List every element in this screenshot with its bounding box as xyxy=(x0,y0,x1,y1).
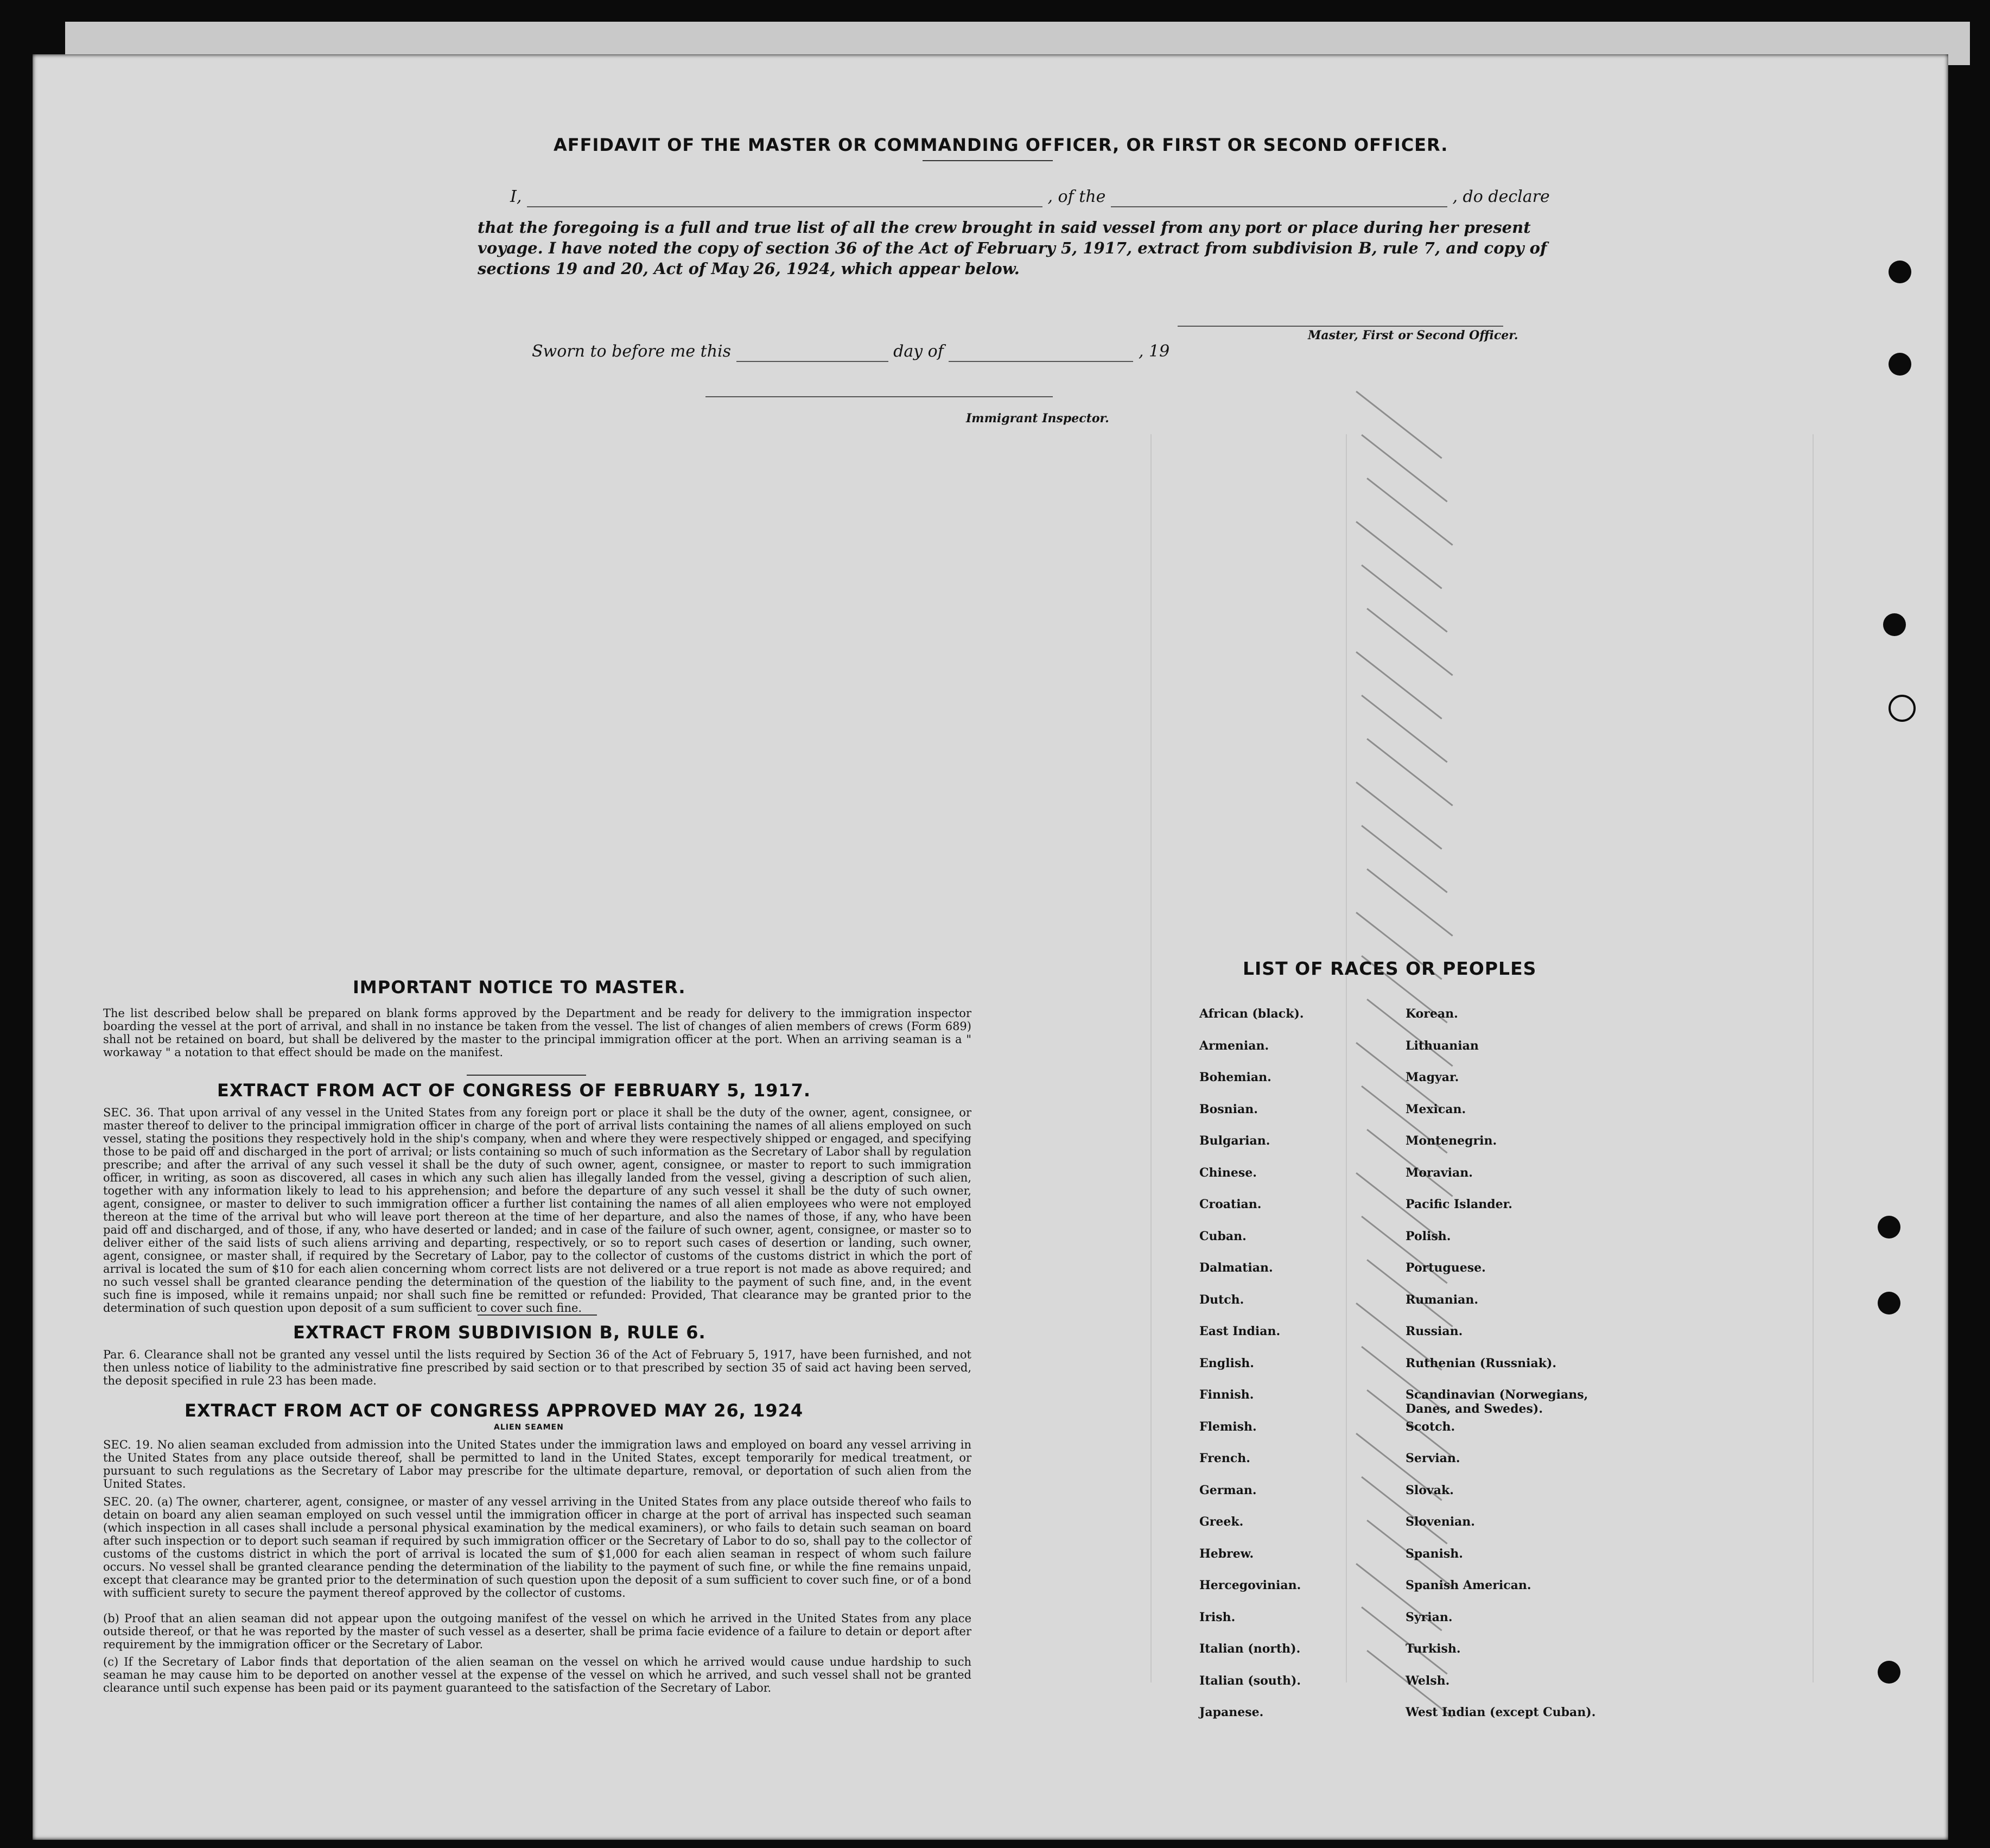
punch-hole xyxy=(1878,1216,1900,1239)
check-stroke xyxy=(1366,478,1453,545)
check-stroke xyxy=(1361,564,1447,632)
race-item: Japanese. xyxy=(1199,1705,1264,1719)
race-item: African (black). xyxy=(1199,1007,1304,1021)
race-item: Italian (south). xyxy=(1199,1673,1301,1688)
race-item: Spanish American. xyxy=(1406,1578,1531,1592)
race-item: Magyar. xyxy=(1406,1070,1459,1084)
check-stroke xyxy=(1366,608,1453,676)
master-signature-line[interactable] xyxy=(1178,326,1503,327)
sworn-line xyxy=(532,342,1292,362)
race-item: West Indian (except Cuban). xyxy=(1406,1705,1596,1719)
vessel-name-field[interactable] xyxy=(1111,187,1447,207)
extract-1917-rule xyxy=(478,1314,597,1316)
race-item: Syrian. xyxy=(1406,1610,1453,1624)
officer-name-field[interactable] xyxy=(527,187,1042,207)
race-item: Dalmatian. xyxy=(1199,1261,1273,1275)
race-item: Cuban. xyxy=(1199,1229,1247,1243)
sec20-text: SEC. 20. (a) The owner, charterer, agent, consignee, or master of any vessel arriving in the United States from any place outside thereof who fails to detain on board any alien seaman employed on such vessel until the immigration officer in charge at the port of arrival has inspected such seaman (which inspection in all cases shall include a personal physical examination by the medical examiners), or who fails to detain such seaman on board after such inspection or to deport such seaman if required by such immigration officer or the Secretary of Labor to do so, shall pay to the collector of customs of the customs district in which the port of arrival is located the sum of $1,000 for each alien seaman in respect of whom such failure occurs. No vessel shall be granted clearance pending the determination of the liability to the payment of such fine, or while the fine remains unpaid, except that clearance may be granted prior to the determination of such question upon the deposit of a sum sufficient to cover such fine, or of a bond with sufficient surety to secure the payment thereof approved by the collector of customs. xyxy=(103,1495,971,1599)
punch-hole xyxy=(1883,613,1906,636)
race-item: Montenegrin. xyxy=(1406,1134,1497,1148)
check-stroke xyxy=(1356,651,1442,719)
race-item: Ruthenian (Russniak). xyxy=(1406,1356,1557,1370)
affidavit-title: AFFIDAVIT OF THE MASTER OR COMMANDING OFFICER, OR FIRST OR SECOND OFFICER. xyxy=(554,135,1448,155)
rule6-title: EXTRACT FROM SUBDIVISION B, RULE 6. xyxy=(293,1322,706,1343)
year-prefix: , 19 xyxy=(1138,342,1170,361)
race-item: English. xyxy=(1199,1356,1254,1370)
sec19-text: SEC. 19. No alien seaman excluded from admission into the United States under the immigration laws and employed on board any vessel arriving in the United States from any place outside thereof, shall be permitted to land in the United States, except temporarily for medical treatment, or pursuant to such regulations as the Secretary of Labor may prescribe for the ultimate departure, removal, or deportation of such alien from the United States. xyxy=(103,1438,971,1490)
extract-1924-title: EXTRACT FROM ACT OF CONGRESS APPROVED MAY 26, 1924 xyxy=(185,1400,804,1421)
declaration-do-declare: , do declare xyxy=(1452,187,1550,206)
race-item: Russian. xyxy=(1406,1324,1463,1338)
affidavit-title-rule xyxy=(923,160,1053,161)
race-item: Bohemian. xyxy=(1199,1070,1271,1084)
check-stroke xyxy=(1361,434,1447,502)
rule6-body: Par. 6. Clearance shall not be granted any vessel until the lists required by Section 36 of the Act of February 5, 1917, have been furnished, and not then unless notice of liability to the administrative fine prescribed by said section or to that prescribed by section 35 of said act having been served, the deposit specified in rule 23 has been made. xyxy=(103,1348,971,1387)
punch-hole xyxy=(1889,261,1911,283)
race-item: Rumanian. xyxy=(1406,1292,1479,1307)
day-of-label: day of xyxy=(893,342,944,361)
race-item: German. xyxy=(1199,1483,1257,1497)
check-stroke xyxy=(1361,695,1447,763)
race-item: Armenian. xyxy=(1199,1038,1269,1053)
inspector-signature-line[interactable] xyxy=(705,396,1053,397)
race-item: East Indian. xyxy=(1199,1324,1281,1338)
race-item: Turkish. xyxy=(1406,1642,1461,1656)
race-item: Scandinavian (Norwegians, Danes, and Swedes). xyxy=(1406,1388,1588,1416)
extract-1917-title: EXTRACT FROM ACT OF CONGRESS OF FEBRUARY 5, 1917. xyxy=(217,1080,811,1101)
sec20c-text: (c) If the Secretary of Labor finds that deportation of the alien seaman on the vessel on which he arrived would cause undue hardship to such seaman he may cause him to be deported on another vessel at the expense of the vessel on which he arrived, and such vessel shall not be granted clearance until such expense has been paid or its payment guaranteed to the satisfaction of the Secretary of Labor. xyxy=(103,1655,971,1694)
inspector-label: Immigrant Inspector. xyxy=(966,411,1109,426)
punch-hole xyxy=(1878,1661,1900,1684)
notice-rule xyxy=(467,1075,586,1076)
race-item: Irish. xyxy=(1199,1610,1236,1624)
sworn-month-field[interactable] xyxy=(949,342,1133,362)
race-item: Bulgarian. xyxy=(1199,1134,1270,1148)
check-stroke xyxy=(1356,521,1442,589)
notice-body: The list described below shall be prepared on blank forms approved by the Department and be ready for delivery to the immigration inspector boarding the vessel at the port of arrival, and shall in no instance be taken from the vessel. The list of changes of alien members of crews (Form 689) shall not be retained on board, but shall be delivered by the master to the principal immigration officer at the port. When an arriving seaman is a " workaway " a notation to that effect should be made on the manifest. xyxy=(103,1007,971,1059)
punch-hole xyxy=(1878,1292,1900,1314)
bleed-through-column xyxy=(1150,434,1152,1682)
race-item: Spanish. xyxy=(1406,1546,1463,1561)
master-label: Master, First or Second Officer. xyxy=(1308,328,1518,342)
races-title: LIST OF RACES OR PEOPLES xyxy=(1243,958,1537,979)
race-item: Hebrew. xyxy=(1199,1546,1254,1561)
race-item: Italian (north). xyxy=(1199,1642,1301,1656)
race-item: Bosnian. xyxy=(1199,1102,1258,1116)
race-item: French. xyxy=(1199,1451,1250,1465)
check-stroke xyxy=(1361,825,1447,893)
race-item: Scotch. xyxy=(1406,1419,1455,1434)
sworn-label: Sworn to before me this xyxy=(532,342,732,361)
check-stroke xyxy=(1356,782,1442,849)
race-item: Portuguese. xyxy=(1406,1261,1486,1275)
declaration-body: that the foregoing is a full and true list of all the crew brought in said vessel from any port or place during her present voyage. I have noted the copy of section 36 of the Act of February 5, 1917, extract from subdivision B, rule 7, and copy of sections 19 and 20, Act of May 26, 1924, which appear below. xyxy=(478,218,1547,278)
race-item: Welsh. xyxy=(1406,1673,1450,1688)
race-item: Slovak. xyxy=(1406,1483,1454,1497)
race-item: Polish. xyxy=(1406,1229,1451,1243)
race-item: Pacific Islander. xyxy=(1406,1197,1512,1211)
sworn-day-field[interactable] xyxy=(736,342,888,362)
check-stroke xyxy=(1366,868,1453,936)
race-item: Chinese. xyxy=(1199,1165,1257,1180)
check-stroke xyxy=(1356,391,1442,459)
race-item: Croatian. xyxy=(1199,1197,1262,1211)
bleed-through-column xyxy=(1813,434,1814,1682)
sec20b-text: (b) Proof that an alien seaman did not appear upon the outgoing manifest of the vessel on which he arrived in the United States from any place outside thereof, or that he was reported by the master of such vessel as a deserter, shall be prima facie evidence of a failure to detain or deport after requirement by the immigration officer or the Secretary of Labor. xyxy=(103,1612,971,1651)
race-item: Finnish. xyxy=(1199,1388,1254,1402)
bleed-through-column xyxy=(1346,434,1347,1682)
race-item: Servian. xyxy=(1406,1451,1460,1465)
extract-1924-subtitle: ALIEN SEAMEN xyxy=(494,1423,564,1432)
race-item: Lithuanian xyxy=(1406,1038,1479,1053)
race-item: Moravian. xyxy=(1406,1165,1473,1180)
race-item: Dutch. xyxy=(1199,1292,1244,1307)
extract-1917-body: SEC. 36. That upon arrival of any vessel in the United States from any foreign port or place it shall be the duty of the owner, agent, consignee, or master thereof to deliver to the principal immigration officer in charge of the port of arrival lists containing the names of all aliens employed on such vessel, stating the positions they respectively hold in the ship's company, when and where they were respectively shipped or engaged, and specifying those to be paid off and discharged in the port of arrival; or lists containing so much of such information as the Secretary of Labor shall by regulation prescribe; and after the arrival of any such vessel it shall be the duty of such owner, agent, consignee, or master to report to such immigration officer, in writing, as soon as discovered, all cases in which any such alien has illegally landed from the vessel, giving a description of such alien, together with any information likely to lead to his apprehension; and before the departure of any such vessel it shall be the duty of such owner, agent, consignee, or master to deliver to such immigration officer a further list containing the names of all alien employees who were not employed thereon at the time of the arrival but who will leave port thereon at the time of her departure, and also the names of those, if any, who have been paid off and discharged, and of those, if any, who have deserted or landed; and in case of the failure of such owner, agent, consignee, or master so to deliver either of the said lists of such aliens arriving and departing, respectively, or so to report such cases of desertion or landing, such owner, agent, consignee, or master shall, if required by the Secretary of Labor, pay to the collector of customs of the customs district in which the port of arrival is located the sum of $10 for each alien concerning whom correct lists are not delivered or a true report is not made as above required; and no such vessel shall be granted clearance pending the determination of the question of the liability to the payment of such fine, and, in the event such fine is imposed, while it remains unpaid; nor shall such fine be remitted or refunded: Provided, That clearance may be granted prior to the determination of such question upon deposit of a sum sufficient to cover such fine. xyxy=(103,1106,971,1314)
race-item: Greek. xyxy=(1199,1515,1244,1529)
race-item: Mexican. xyxy=(1406,1102,1466,1116)
check-stroke xyxy=(1366,738,1453,806)
punch-hole xyxy=(1889,353,1911,376)
race-item: Hercegovinian. xyxy=(1199,1578,1301,1592)
document-page xyxy=(33,54,1948,1840)
race-item: Flemish. xyxy=(1199,1419,1257,1434)
race-item: Slovenian. xyxy=(1406,1515,1475,1529)
declaration-i: I, xyxy=(510,187,522,206)
punch-hole xyxy=(1889,695,1916,722)
notice-title: IMPORTANT NOTICE TO MASTER. xyxy=(353,977,686,998)
declaration-of-the: , of the xyxy=(1047,187,1106,206)
declaration-line xyxy=(510,187,1595,207)
race-item: Korean. xyxy=(1406,1007,1458,1021)
